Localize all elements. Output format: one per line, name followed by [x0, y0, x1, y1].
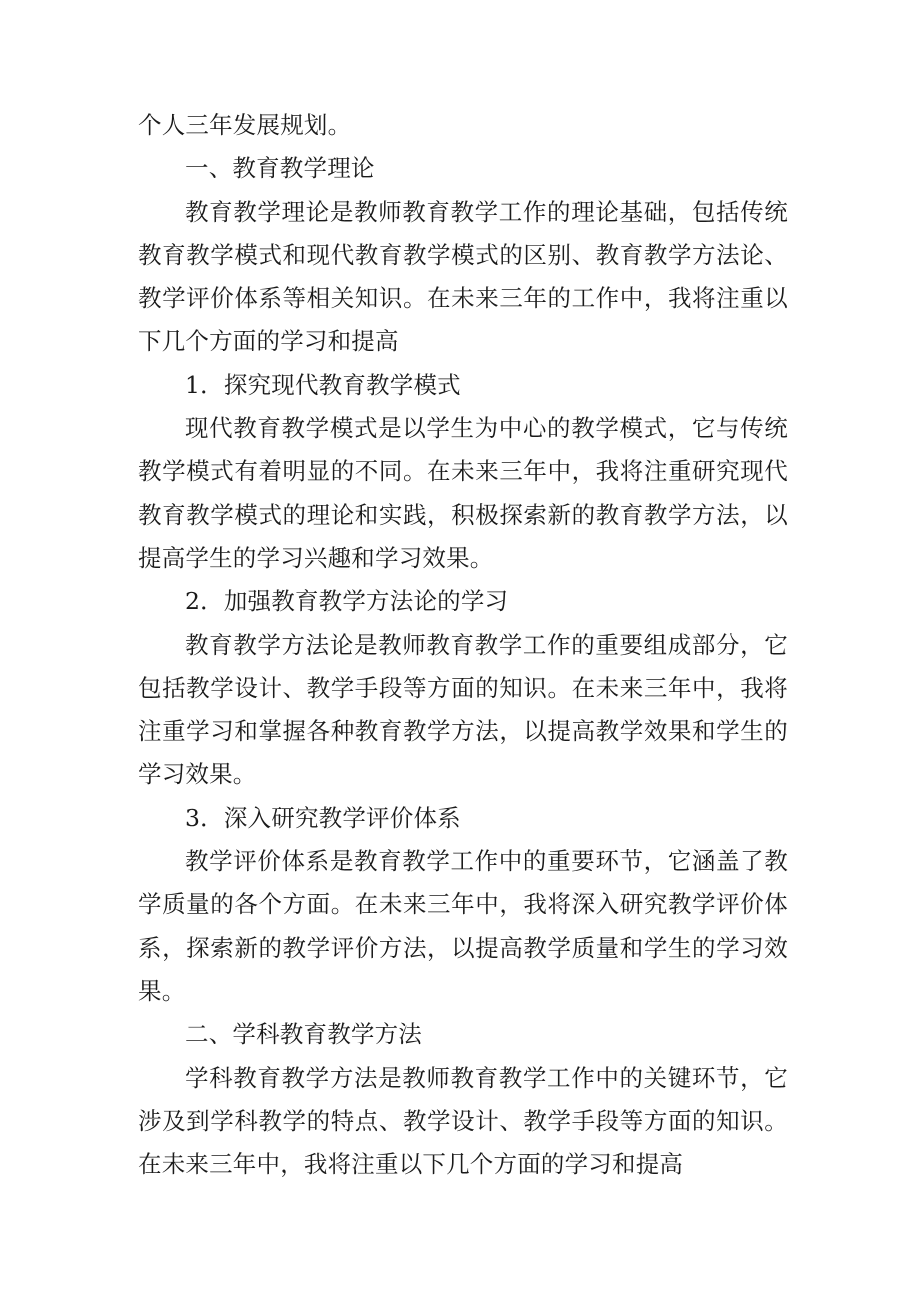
- subsection-heading-1: 1．探究现代教育教学模式: [185, 370, 461, 399]
- body-paragraph: 教育教学理论是教师教育教学工作的理论基础，包括传统教育教学模式和现代教育教学模式的区别、教育教学方法论、教学评价体系等相关知识。在未来三年的工作中，我将注重以下几个方面的学习和提高: [138, 197, 788, 356]
- intro-line: 个人三年发展规划。: [138, 111, 352, 139]
- body-paragraph: 现代教育教学模式是以学生为中心的教学模式，它与传统教学模式有着明显的不同。在未来三年中，我将注重研究现代教育教学模式的理论和实践，积极探索新的教育教学方法，以提高学生的学习兴趣和学习效果。: [138, 414, 788, 572]
- document-body: [138, 104, 788, 1186]
- subsection-heading-2: 2．加强教育教学方法论的学习: [185, 587, 509, 616]
- body-paragraph: 学科教育教学方法是教师教育教学工作中的关键环节，它涉及到学科教学的特点、教学设计、教学手段等方面的知识。在未来三年中，我将注重以下几个方面的学习和提高: [138, 1063, 788, 1179]
- subsection-heading-3: 3．深入研究教学评价体系: [185, 803, 461, 832]
- body-paragraph: 教育教学方法论是教师教育教学工作的重要组成部分，它包括教学设计、教学手段等方面的知识。在未来三年中，我将注重学习和掌握各种教育教学方法，以提高教学效果和学生的学习效果。: [138, 630, 788, 789]
- body-paragraph: 教学评价体系是教育教学工作中的重要环节，它涵盖了教学质量的各个方面。在未来三年中，我将深入研究教学评价体系，探索新的教学评价方法，以提高教学质量和学生的学习效果。: [138, 847, 788, 1005]
- section-heading-1: 一、教育教学理论: [185, 154, 375, 183]
- section-heading-2: 二、学科教育教学方法: [185, 1020, 422, 1049]
